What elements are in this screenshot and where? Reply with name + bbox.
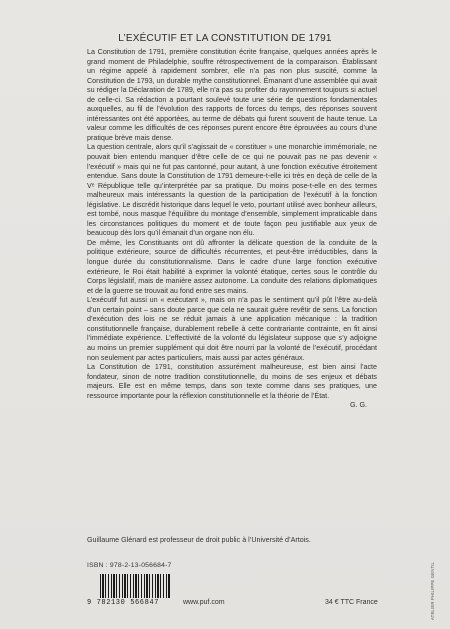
paragraph: La question centrale, alors qu’il s’agissait de « constituer » une monarchie immémoriale, ne pouvait bien entendu manquer d’être celle de ce qui ne pouvait pas ne pas devenir « l’exécutif » mais qui ne fut pas cantonné, pour autant, à une fonction exécutive étroitement entendue. Sans doute la Constitution de 1791 demeure-t-elle ici très en deçà de celle de la Vᵉ République telle qu’interprétée par sa pratique. Du moins pose-t-elle en des termes malheureux mais intéressants la question de la participation de l’exécutif à la fonction législative. Le discrédit historique dans lequel le veto, pourtant utilisé avec bonheur ailleurs, est tombé, nous masque l’équilibre du montage d’ensemble, simplement impraticable dans les circonstances politiques du moment et de toute façon peu justifiable aux yeux de beaucoup dès lors qu’il émanait d’un organe non élu. [87,143,377,238]
barcode-lines [100,574,170,598]
signature: G. G. [349,401,367,410]
paragraph: La Constitution de 1791, constitution assurément malheureuse, est bien ainsi l’acte fondateur, sinon de notre tradition constitutionnelle, du moins de ses enjeux et débats majeurs. Elle est en même temps, dans son texte comme dans ses pratiques, une ressource importante pour la réflexion constitutionnelle et la théorie de l’État. [87,363,377,400]
paragraph: La Constitution de 1791, première constitution écrite française, quelques années après le grand moment de Philadelphie, souffre rétrospectivement de la comparaison. Établissant un régime appelé à rapidement sombrer, elle n’a pas non plus suscité, comme la Constitution de 1793, un durable mythe constitutionnel. Émanant d’une assemblée qui avait su rédiger la Déclaration de 1789, elle n’a pas su profiter du rayonnement toujours si actuel de celle-ci. Sa rédaction a pourtant soulevé toute une série de questions fondamentales auxquelles, au fil de l’évolution des rapports de forces du temps, des réponses souvent intéressantes ont été apportées, au terme de débats qui furent souvent de haute tenue. La valeur comme les difficultés de ces réponses purent encore être éprouvées au cours d’une pratique brève mais dense. [87,48,377,142]
summary-text [87,48,377,411]
author-note: Guillaume Glénard est professeur de droit public à l’Université d’Artois. [87,536,311,544]
publisher-website: www.puf.com [183,599,225,606]
paragraph: L’exécutif fut aussi un « exécutant », mais on n’a pas le sentiment qu’il pût l’être au-delà d’un certain point – sans doute parce que cela ne saurait guère revêtir de sens. La fonction d’exécution des lois ne se réduit jamais à une application mécanique : la tradition constitutionnelle française, durablement rebelle à cette contrariante contrainte, en fit ainsi l’immédiate expérience. L’effectivité de la volonté du législateur suppose que s’y adjoigne au moins un premier supplément qui doit être nourri par la volonté de l’exécutif, procédant non seulement par actes particuliers, mais aussi par actes généraux. [87,296,377,362]
paragraph: De même, les Constituants ont dû affronter la délicate question de la conduite de la politique extérieure, source de difficultés récurrentes, et peut-être irréductibles, dans la longue durée du constitutionnalisme. Dans le cadre d’une large fonction exécutive extérieure, le Roi était habilité à exprimer la volonté étatique, certes sous le contrôle du Corps législatif, mais de manière assez autonome. La conduite des relations diplomatiques et de la guerre se trouvait au fond entre ses mains. [87,238,377,295]
atelier-credit: ATELIER PHILIPPE GENTIL [430,561,435,620]
page-title: L’EXÉCUTIF ET LA CONSTITUTION DE 1791 [118,33,332,44]
price: 34 € TTC France [325,599,378,606]
isbn: ISBN : 978-2-13-056684-7 [87,562,172,569]
barcode-icon [96,574,170,601]
barcode-digits: 9 782130 566847 [87,599,160,607]
